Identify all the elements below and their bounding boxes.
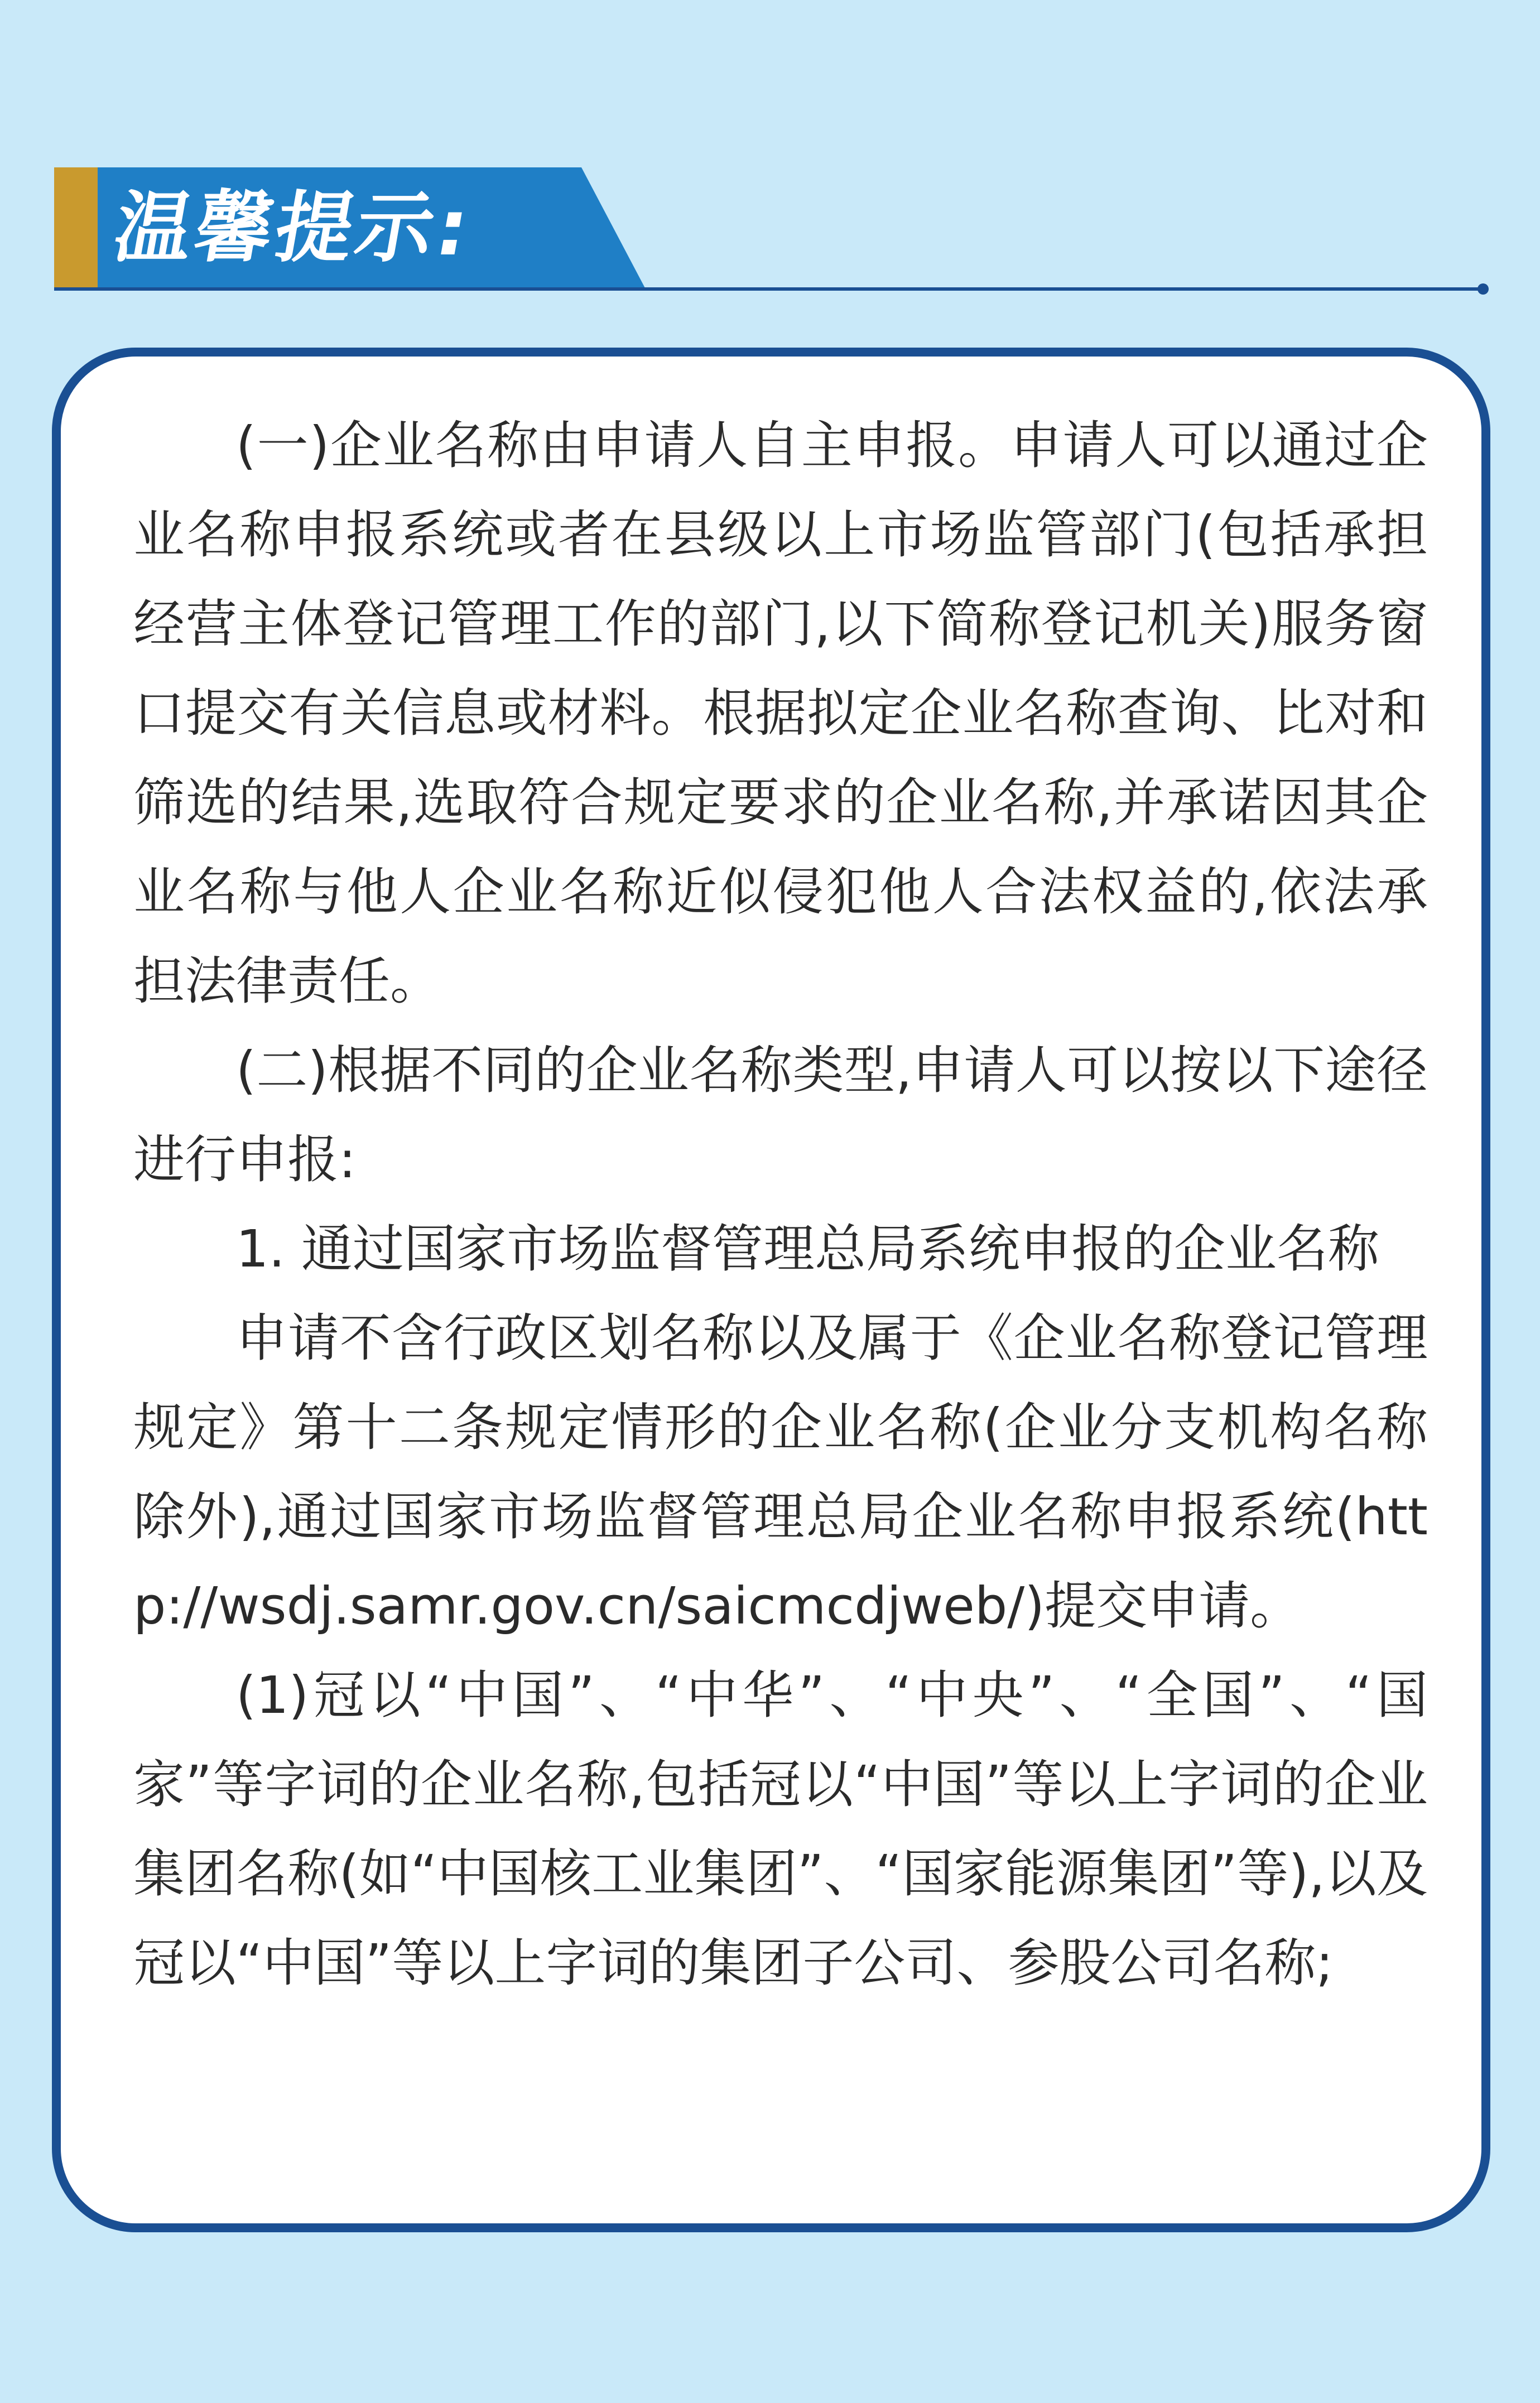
content-panel bbox=[52, 348, 1490, 2232]
banner-title: 温馨提示: bbox=[107, 183, 479, 273]
header-banner bbox=[54, 167, 646, 289]
paragraph-2: (二)根据不同的企业名称类型,申请人可以按以下途径进行申报: bbox=[133, 1041, 1428, 1190]
rule-end-dot bbox=[1478, 283, 1489, 295]
header-rule bbox=[54, 287, 1483, 291]
paragraph-1: (一)企业名称由申请人自主申报。申请人可以通过企业名称申报系统或者在县级以上市场监管部门(包括承担经营主体登记管理工作的部门,以下简称登记机关)服务窗口提交有关信息或材料。根据拟定企业名称查询、比对和筛选的结果,选取符合规定要求的企业名称,并承诺因其企业名称与他人企业名称近似侵犯他人合法权益的,依法承担法律责任。 bbox=[133, 416, 1428, 1011]
accent-bar bbox=[54, 167, 98, 289]
content-text bbox=[133, 401, 1428, 2008]
paragraph-5: (1)冠以“中国”、“中华”、“中央”、“全国”、“国家”等字词的企业名称,包括冠以“中国”等以上字词的企业集团名称(如“中国核工业集团”、“国家能源集团”等),以及冠以“中国”等以上字词的集团子公司、参股公司名称; bbox=[133, 1665, 1428, 1993]
paragraph-4: 申请不含行政区划名称以及属于《企业名称登记管理规定》第十二条规定情形的企业名称(企业分支机构名称除外),通过国家市场监督管理总局企业名称申报系统(http://wsdj.samr.gov.cn/saicmcdjweb/)提交申请。 bbox=[133, 1308, 1428, 1636]
paragraph-3: 1. 通过国家市场监督管理总局系统申报的企业名称 bbox=[236, 1219, 1380, 1279]
